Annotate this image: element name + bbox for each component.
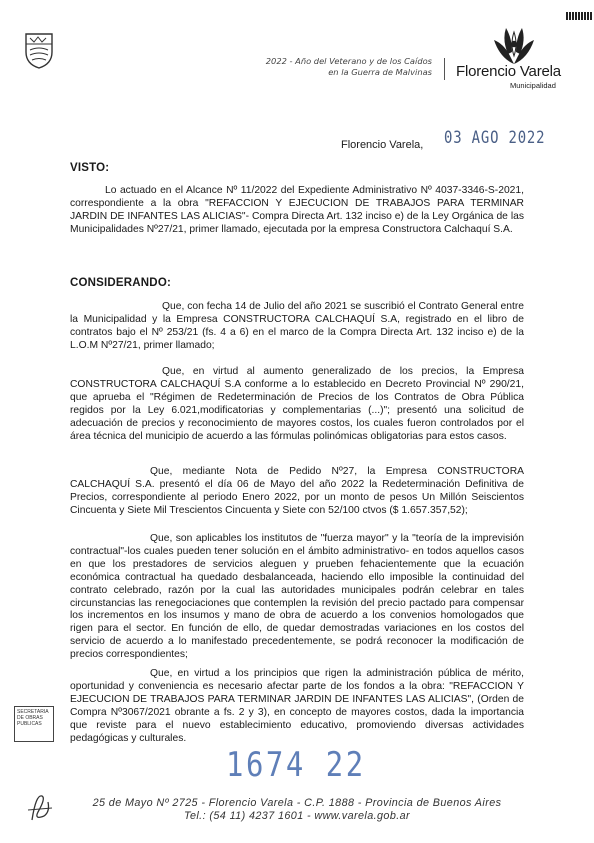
side-stamp [14, 706, 54, 742]
logo-subtitle: Municipalidad [510, 81, 556, 90]
motto-line-1: 2022 - Año del Veterano y de los Caídos [265, 56, 432, 66]
side-stamp-line-1: SECRETARÍA [17, 709, 49, 715]
municipal-crest-icon [24, 30, 54, 70]
considerando-paragraph-2: Que, en virtud al aumento generalizado de los precios, la Empresa CONSTRUCTORA CALCHAQUÍ S.A conforme a lo establecido en Decreto Provincial Nº 290/21, que aprueba el "Régimen de Redeterminación de Precios de los Contratos de Obra Pública regidos por la Ley 6.021,modificatorias y complementarias (...)"; presentó una solicitud de adecuación de precios y reconocimiento de mayores costos, los cuales fueron controlados por el área técnica del municipio de acuerdo a las fórmulas polinómicas obligatorias para estos casos. [70, 366, 524, 442]
side-stamp-line-3: PÚBLICAS [17, 721, 42, 727]
considerando-paragraph-5: Que, en virtud a los principios que rigen la administración pública de mérito, oportunidad y conveniencia es necesario afectar parte de los fondos a la obra: "REFACCION Y EJECUCION DE TRABAJOS PARA TERMINAR JARDIN DE INFANTES LAS ALICIAS", (Orden de Compra Nº3067/2021 obrante a fs. 2 y 3), en concepto de mayores costos, dada la importancia que reviste para el nuevo establecimiento educativo, promoviendo diversas actividades pedagógicas y culturales. [70, 668, 524, 744]
footer-address: 25 de Mayo Nº 2725 - Florencio Varela - C.P. 1888 - Provincia de Buenos Aires [92, 797, 502, 809]
resolution-number-stamp: 1674 22 [226, 745, 366, 785]
date-label: Florencio Varela, [341, 139, 424, 151]
visto-paragraph: Lo actuado en el Alcance Nº 11/2022 del Expediente Administrativo Nº 4037-3346-S-2021, correspondiente a la obra "REFACCION Y EJECUCION DE TRABAJOS PARA TERMINAR JARDIN DE INFANTES LAS ALICIAS"- Compra Directa Art. 132 inciso e) de la Ley Orgánica de las Municipalidades Nº27/21, primer llamado, ejecutada por la empresa Constructora Calchaquí S.A. [70, 185, 524, 235]
considerando-heading: CONSIDERANDO: [70, 277, 171, 289]
motto-line-2: en la Guerra de Malvinas [328, 67, 432, 77]
florencio-varela-logo-icon [486, 26, 542, 66]
side-stamp-line-2: DE OBRAS [17, 715, 43, 721]
logo-name: Florencio Varela [456, 63, 561, 80]
header-divider [444, 58, 445, 80]
considerando-paragraph-1: Que, con fecha 14 de Julio del año 2021 se suscribió el Contrato General entre la Municipalidad y la Empresa CONSTRUCTORA CALCHAQUÍ S.A, registrado en el libro de contratos bajo el Nº 253/21 (fs. 4 a 6) en el marco de la Compra Directa Art. 132 inciso e) de la L.O.M Nº27/21, primer llamado; [70, 301, 524, 351]
considerando-paragraph-4: Que, son aplicables los institutos de "fuerza mayor" y la "teoría de la imprevisión contractual"-los cuales pueden tener solución en el ámbito administrativo- en todos aquellos casos en que los prestadores de servicios aleguen y prueben fehacientemente que la ecuación económica contractual ha quedado desbalanceada, haciendo ello imposible la continuidad del contrato celebrado, razón por la cual las autoridades municipales podrán celebrar en tales circunstancias las renegociaciones que contemplen la revisión del precio pactado para compensar los incrementos en los insumos y mano de obra de acuerdo a los convenios homologados que rigen para el sector. En función de ello, de quedar demostradas variaciones en los costos del servicio de acuerdo a lo manifestado precedentemente, se podrá reconocer la modificación de precios correspondientes; [70, 533, 524, 661]
visto-heading: VISTO: [70, 162, 110, 174]
year-motto [232, 56, 432, 78]
considerando-paragraph-3: Que, mediante Nota de Pedido Nº27, la Empresa CONSTRUCTORA CALCHAQUÍ S.A. presentó el día 06 de Mayo del año 2022 la Redeterminación Definitiva de Precios, correspondiente al periodo Enero 2022, por un monto de pesos Un Millón Seiscientos Cincuenta y Siete Mil Trescientos Cincuenta y Siete con 52/100 ctvos ($ 1.657.357,52); [70, 466, 524, 516]
date-stamp: 03 AGO 2022 [444, 128, 546, 148]
scan-barcode-mark [566, 12, 592, 20]
footer-contact: Tel.: (54 11) 4237 1601 - www.varela.gob.ar [183, 810, 411, 822]
